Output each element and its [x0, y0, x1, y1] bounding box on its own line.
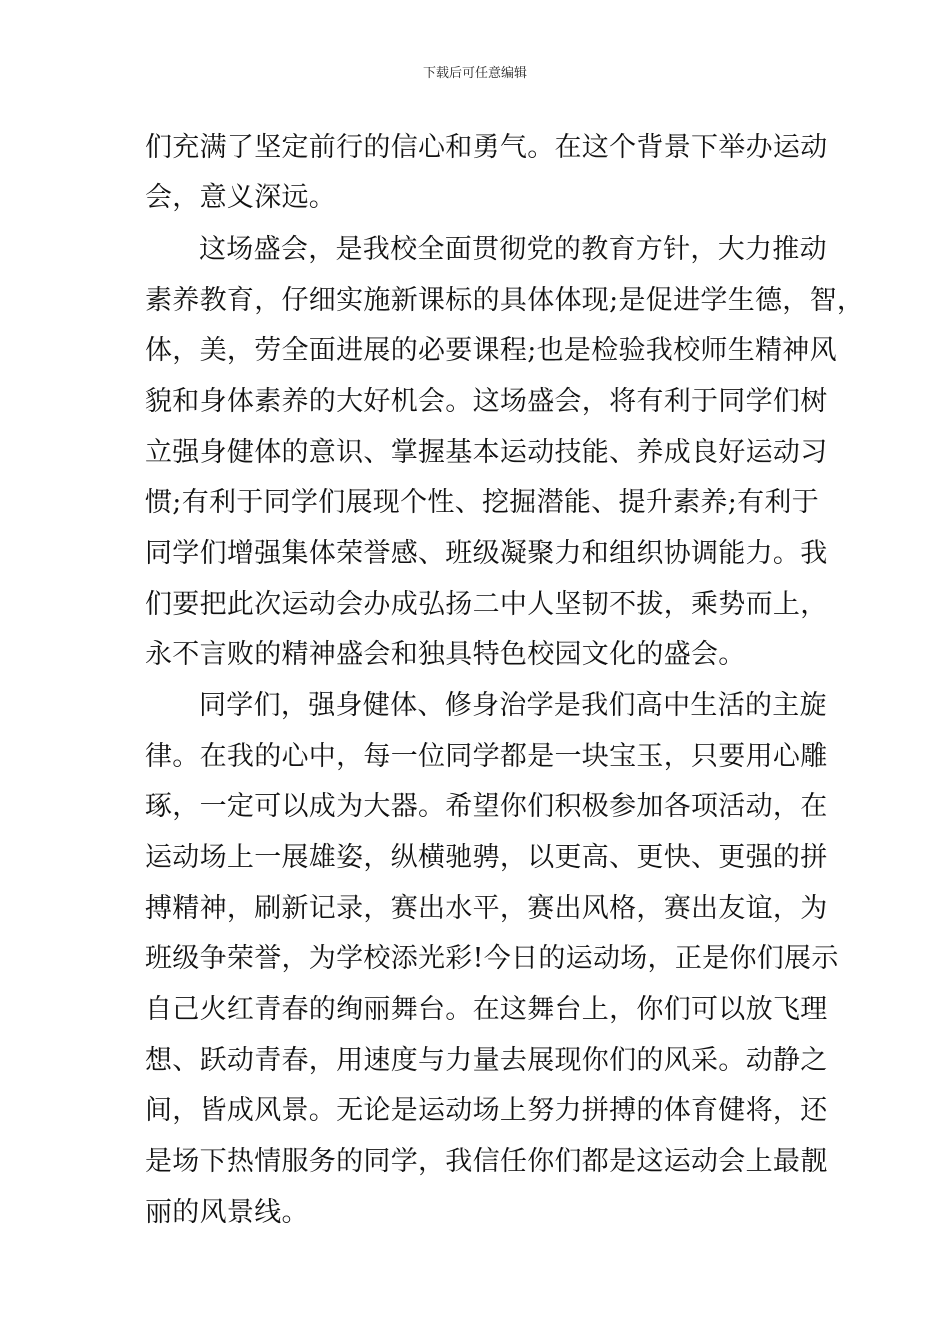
text-line: 惯;有利于同学们展现个性、挖掘潜能、提升素养;有利于	[145, 487, 819, 518]
text-line: 想、跃动青春，用速度与力量去展现你们的风采。动静之	[145, 1045, 828, 1076]
page-header: 下载后可任意编辑	[422, 66, 527, 81]
text-line: 貌和身体素养的大好机会。这场盛会，将有利于同学们树	[145, 386, 828, 417]
paragraph-first-line: 同学们，强身健体、修身治学是我们高中生活的主旋	[199, 690, 827, 721]
text-line: 永不言败的精神盛会和独具特色校园文化的盛会。	[145, 639, 746, 670]
text-line: 同学们增强集体荣誉感、班级凝聚力和组织协调能力。我	[145, 538, 828, 569]
text-line: 立强身健体的意识、掌握基本运动技能、养成良好运动习	[145, 437, 828, 468]
text-line: 班级争荣誉，为学校添光彩!今日的运动场，正是你们展示	[145, 943, 839, 974]
paragraph-first-line: 这场盛会，是我校全面贯彻党的教育方针，大力推动	[199, 234, 827, 265]
text-line: 体，美，劳全面进展的必要课程;也是检验我校师生精神风	[145, 335, 837, 366]
text-line: 会，意义深远。	[145, 182, 337, 213]
text-line: 丽的风景线。	[145, 1197, 309, 1228]
text-line: 素养教育，仔细实施新课标的具体体现;是促进学生德，智，	[145, 285, 865, 316]
text-line: 间，皆成风景。无论是运动场上努力拼搏的体育健将，还	[145, 1095, 828, 1126]
text-line: 们要把此次运动会办成弘扬二中人坚韧不拔，乘势而上，	[145, 589, 828, 620]
text-line: 自己火红青春的绚丽舞台。在这舞台上，你们可以放飞理	[145, 994, 828, 1025]
text-line: 是场下热情服务的同学，我信任你们都是这运动会上最靓	[145, 1146, 828, 1177]
text-line: 们充满了坚定前行的信心和勇气。在这个背景下举办运动	[145, 132, 828, 163]
text-line: 琢，一定可以成为大器。希望你们积极参加各项活动，在	[145, 791, 828, 822]
text-line: 搏精神，刷新记录，赛出水平，赛出风格，赛出友谊，为	[145, 893, 828, 924]
text-line: 律。在我的心中，每一位同学都是一块宝玉，只要用心雕	[145, 741, 828, 772]
text-line: 运动场上一展雄姿，纵横驰骋，以更高、更快、更强的拼	[145, 842, 828, 873]
